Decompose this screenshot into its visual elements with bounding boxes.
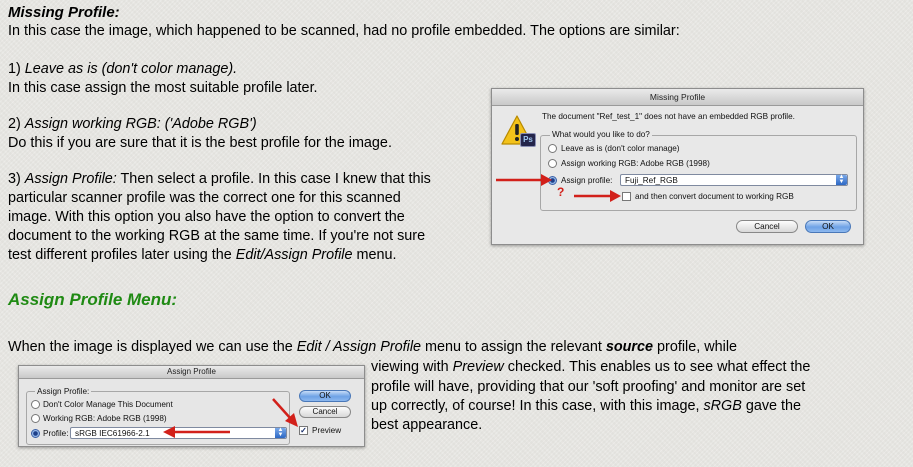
p4-srgb: sRGB xyxy=(703,398,742,414)
convert-label: and then convert document to working RGB xyxy=(635,192,794,201)
arrow-to-profile-select-icon xyxy=(160,423,232,441)
preview-checkbox[interactable]: ✓ xyxy=(300,426,307,435)
chevron-updown-icon: ▲ ▼ xyxy=(275,428,286,438)
edit-assign-profile-menu-ref: Edit/Assign Profile xyxy=(235,247,353,263)
label-leave-as-is: Leave as is (don't color manage) xyxy=(561,144,680,153)
profile-select[interactable] xyxy=(620,174,848,186)
cancel-button[interactable]: Cancel xyxy=(736,220,798,233)
option3-line3: image. With this option you also have the option to convert the xyxy=(8,209,405,225)
preview-label: Preview xyxy=(312,426,342,435)
option2-title xyxy=(8,115,257,135)
dialog-title: Missing Profile xyxy=(492,89,863,106)
assign-para-line5: best appearance. xyxy=(371,417,483,433)
p4-b: gave the xyxy=(741,398,802,414)
p1-c: profile, while xyxy=(653,339,738,355)
dialog2-title: Assign Profile xyxy=(19,366,364,379)
option3-line5 xyxy=(8,246,397,266)
arrow-to-preview-checkbox-icon xyxy=(270,396,302,430)
ok-button[interactable]: OK xyxy=(805,220,851,233)
assign-profile-menu-heading: Assign Profile Menu: xyxy=(8,290,178,309)
assign-para-line1 xyxy=(8,338,737,358)
assign-group-label: Assign Profile: xyxy=(37,387,90,396)
p1-source: source xyxy=(605,339,654,355)
option2-body: Do this if you are sure that it is the best profile for the image. xyxy=(8,135,392,151)
label-dont-color-manage: Don't Color Manage This Document xyxy=(43,400,173,409)
option1-title xyxy=(8,60,237,80)
radio-working-rgb[interactable] xyxy=(31,414,40,423)
option1-number: 1) xyxy=(8,61,25,77)
radio-profile[interactable] xyxy=(31,429,40,438)
option1-name: Leave as is (don't color manage). xyxy=(24,61,238,77)
p1-menu-ref: Edit / Assign Profile xyxy=(296,339,422,355)
p2-preview: Preview xyxy=(452,359,504,375)
label-profile: Profile: xyxy=(43,429,69,438)
radio-dont-color-manage[interactable] xyxy=(31,400,40,409)
radio-assign-working[interactable] xyxy=(548,159,557,168)
photoshop-icon: Ps xyxy=(520,133,536,147)
dialog-message: The document "Ref_test_1" does not have an embedded RGB profile. xyxy=(542,112,795,121)
option1-body: In this case assign the most suitable profile later. xyxy=(8,80,318,96)
arrow-to-convert-checkbox-icon xyxy=(572,186,622,206)
option3-line5-b: menu. xyxy=(352,247,397,263)
option3-line4: document to the working RGB at the same time. If you're not sure xyxy=(8,228,426,244)
p1-a: When the image is displayed we can use the xyxy=(8,339,297,355)
question-mark: ? xyxy=(557,185,565,199)
assign-para-line2 xyxy=(371,358,810,378)
option3-line1-rest: Then select a profile. In this case I knew that this xyxy=(116,171,431,187)
label-working-rgb: Working RGB: Adobe RGB (1998) xyxy=(43,414,167,423)
missing-profile-heading: Missing Profile: xyxy=(8,4,120,21)
p2-a: viewing with xyxy=(371,359,453,375)
assign-ok-button[interactable]: OK xyxy=(299,390,351,402)
option3-line1 xyxy=(8,170,431,190)
option3-number: 3) xyxy=(8,171,25,187)
option2-number: 2) xyxy=(8,116,25,132)
option2-name: Assign working RGB: ('Adobe RGB') xyxy=(24,116,257,132)
group-question: What would you like to do? xyxy=(552,130,650,139)
p1-b: menu to assign the relevant xyxy=(421,339,606,355)
convert-checkbox[interactable] xyxy=(622,192,631,201)
p4-a: up correctly, of course! In this case, with this image, xyxy=(371,398,704,414)
chevron-updown-icon: ▲ ▼ xyxy=(836,175,847,185)
missing-profile-dialog xyxy=(491,88,864,245)
radio-leave-as-is[interactable] xyxy=(548,144,557,153)
option3-line5-a: test different profiles later using the xyxy=(8,247,236,263)
assign-para-line3: profile will have, providing that our 'soft proofing' and monitor are set xyxy=(371,379,806,395)
arrow-to-assign-profile-icon xyxy=(494,170,554,190)
missing-intro: In this case the image, which happened to be scanned, had no profile embedded. The options are similar: xyxy=(8,23,680,39)
label-assign-profile: Assign profile: xyxy=(561,176,613,185)
assign-para-line4 xyxy=(371,397,801,417)
assign-cancel-button[interactable]: Cancel xyxy=(299,406,351,418)
option3-line2: particular scanner profile was the correct one for this scanned xyxy=(8,190,401,206)
profile-select-value: Fuji_Ref_RGB xyxy=(625,176,678,185)
option3-name: Assign Profile: xyxy=(24,171,117,187)
label-assign-working: Assign working RGB: Adobe RGB (1998) xyxy=(561,159,710,168)
assign-profile-value: sRGB IEC61966-2.1 xyxy=(75,429,150,438)
p2-b: checked. This enables us to see what effect the xyxy=(503,359,811,375)
